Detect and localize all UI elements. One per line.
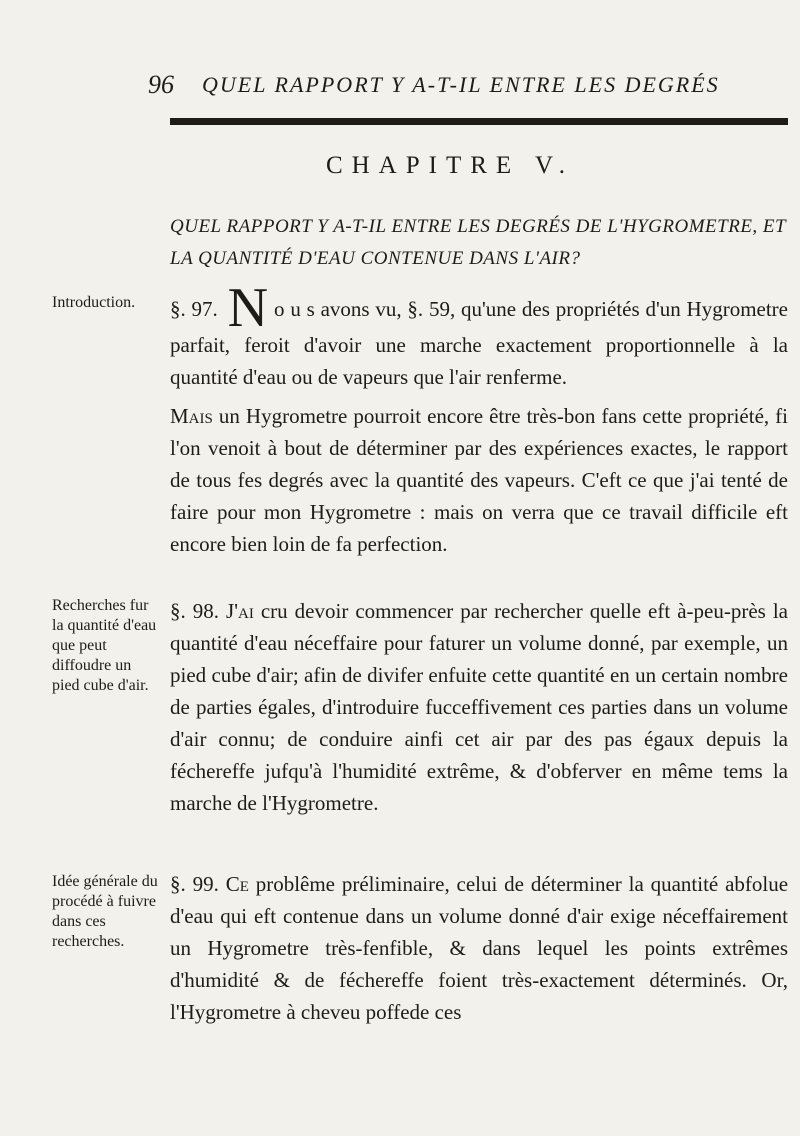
page-number: 96 bbox=[148, 70, 174, 99]
running-title: QUEL RAPPORT Y A-T-IL ENTRE LES DEGRÉS bbox=[202, 72, 720, 97]
chapter-subtitle: QUEL RAPPORT Y A-T-IL ENTRE LES DEGRÉS DE L'HYGROMETRE, ET LA QUANTITÉ D'EAU CONTENUE DANS L'AIR? bbox=[170, 216, 786, 269]
paragraph-mais bbox=[170, 400, 788, 560]
chapter-title: CHAPITRE V. bbox=[325, 152, 575, 179]
paragraph-text: un Hygrometre pourroit encore être très-bon fans cette propriété, fi l'on venoit à bout de déterminer par des expériences exactes, le rapport de tous fes degrés avec la quantité des vapeurs. C'eft ce que j'ai tenté de faire pour mon Hygrometre : mais on verra que ce travail difficile eft encore bien loin de fa perfection. bbox=[170, 404, 788, 556]
margin-note-recherches: Recherches fur la quantité d'eau que peut diffoudre un pied cube d'air. bbox=[52, 597, 157, 694]
paragraph-98 bbox=[170, 595, 788, 819]
paragraph-97 bbox=[170, 277, 789, 393]
opening-word: Mais bbox=[170, 404, 213, 428]
section-number: §. 99. bbox=[170, 872, 219, 896]
running-head bbox=[0, 70, 800, 104]
margin-note-idee-generale: Idée générale du procédé à fuivre dans ces recherches. bbox=[52, 873, 158, 950]
drop-initial: N bbox=[227, 277, 269, 339]
section-number: §. 97. bbox=[170, 297, 218, 321]
paragraph-99 bbox=[170, 868, 788, 1028]
paragraph-text: o u s avons vu, §. 59, qu'une des propriétés d'un Hygrometre parfait, feroit d'avoir une marche exactement proportionnelle à la quantité d'eau ou de vapeurs que l'air renferme. bbox=[170, 297, 789, 389]
opening-word: Ce bbox=[225, 872, 249, 896]
paragraph-text: problême préliminaire, celui de déterminer la quantité abfolue d'eau qui eft contenue dans un volume donné d'air exige néceffairement un Hygrometre très-fenfible, & dans lequel les points extrêmes d'humidité & de féchereffe foient très-exactement déterminés. Or, l'Hygrometre à cheveu poffede ces bbox=[170, 872, 789, 1024]
paragraph-text: cru devoir commencer par rechercher quelle eft à-peu-près la quantité d'eau néceffaire pour faturer un volume donné, par exemple, un pied cube d'air; afin de divifer enfuite cette quantité en un certain nombre de parties égales, d'introduire fucceffivement ces parties dans un volume d'air connu; de conduire ainfi cet air par des pas égaux depuis la féchereffe jufqu'à l'humidité extrême, & d'obferver en même tems la marche de l'Hygrometre. bbox=[170, 599, 788, 815]
margin-note-introduction: Introduction. bbox=[52, 294, 136, 311]
opening-word: J'ai bbox=[226, 599, 254, 623]
section-number: §. 98. bbox=[170, 599, 220, 623]
header-rule bbox=[170, 118, 788, 125]
